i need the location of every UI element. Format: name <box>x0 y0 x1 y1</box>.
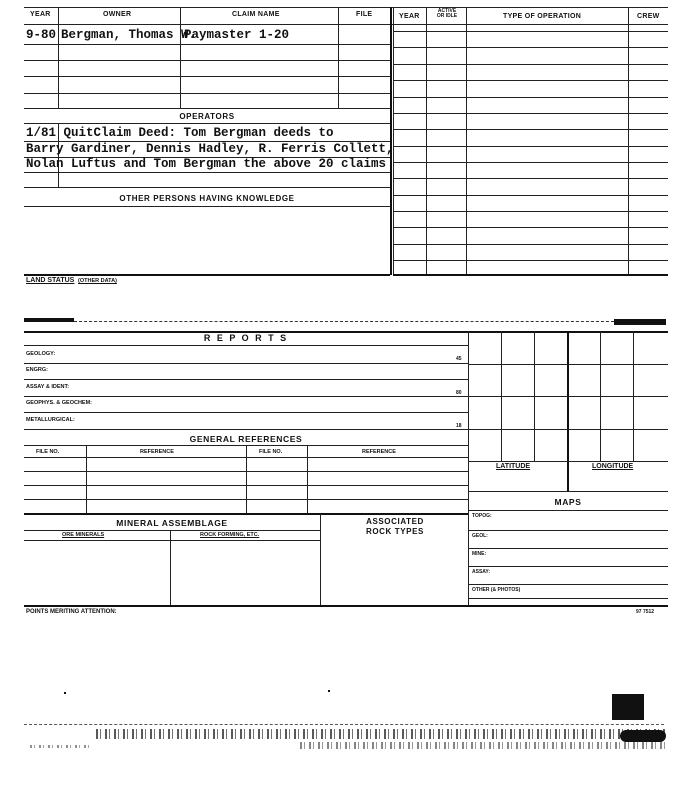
associated-rock-types-label: ASSOCIATED ROCK TYPES <box>365 517 424 536</box>
other-persons-title: OTHER PERSONS HAVING KNOWLEDGE <box>119 194 295 203</box>
form-number: 97 7512 <box>636 609 655 615</box>
operators-title: OPERATORS <box>179 112 235 121</box>
active-idle-header: ACTIVE OR IDLE <box>436 8 458 19</box>
year-header: YEAR <box>30 11 51 18</box>
maps-title: MAPS <box>554 497 582 507</box>
maps-topog: TOPOG: <box>472 513 492 519</box>
year2-header: YEAR <box>399 13 420 20</box>
report-geology-num: 45 <box>456 356 462 362</box>
row1-owner: Bergman, Thomas W. <box>61 28 197 42</box>
report-metallurgical-num: 18 <box>456 423 462 429</box>
ref-header-reference-1: REFERENCE <box>140 449 174 455</box>
report-geology: GEOLOGY: <box>26 351 56 357</box>
land-status-label: LAND STATUS <box>26 277 75 284</box>
separator-mark-left <box>24 318 74 322</box>
maps-mine: MINE: <box>472 551 487 557</box>
rock-forming-label: ROCK FORMING, ETC. <box>200 532 260 538</box>
points-meriting-attention-label: POINTS MERITING ATTENTION: <box>26 609 117 615</box>
report-engrg: ENGRG: <box>26 367 48 373</box>
ref-header-file-no-2: FILE NO. <box>259 449 283 455</box>
report-geophys: GEOPHYS. & GEOCHEM: <box>26 400 93 406</box>
mineral-assemblage-title: MINERAL ASSEMBLAGE <box>116 518 228 528</box>
claim-name-header: CLAIM NAME <box>232 11 280 18</box>
longitude-label: LONGITUDE <box>592 463 634 470</box>
operators-line-1: 1/81 QuitClaim Deed: Tom Bergman deeds to <box>26 126 334 140</box>
crew-header: CREW <box>637 13 660 20</box>
ore-minerals-label: ORE MINERALS <box>62 532 105 538</box>
ref-header-file-no-1: FILE NO. <box>36 449 60 455</box>
row1-claim-name: Paymaster 1-20 <box>184 28 290 42</box>
reports-title: R E P O R T S <box>203 333 289 343</box>
operators-line-3: Nolan Luftus and Tom Bergman the above 20 claims <box>26 157 387 171</box>
general-references-title: GENERAL REFERENCES <box>189 434 303 444</box>
land-status-sublabel: (OTHER DATA) <box>78 278 117 284</box>
owner-header: OWNER <box>103 11 132 18</box>
type-of-operation-header: TYPE OF OPERATION <box>503 13 582 20</box>
report-assay: ASSAY & IDENT: <box>26 384 70 390</box>
report-assay-num: 80 <box>456 390 462 396</box>
file-header: FILE <box>356 11 373 18</box>
row1-year: 9-80 <box>26 28 57 42</box>
report-metallurgical: METALLURGICAL: <box>26 417 75 423</box>
maps-assay: ASSAY: <box>472 569 491 575</box>
ref-header-reference-2: REFERENCE <box>362 449 396 455</box>
maps-other: OTHER (& PHOTOS) <box>472 587 521 593</box>
latitude-label: LATITUDE <box>496 463 531 470</box>
operators-line-2: Barry Gardiner, Dennis Hadley, R. Ferris Collett, <box>26 142 394 156</box>
separator-mark-right <box>614 319 666 325</box>
maps-geol: GEOL: <box>472 533 488 539</box>
